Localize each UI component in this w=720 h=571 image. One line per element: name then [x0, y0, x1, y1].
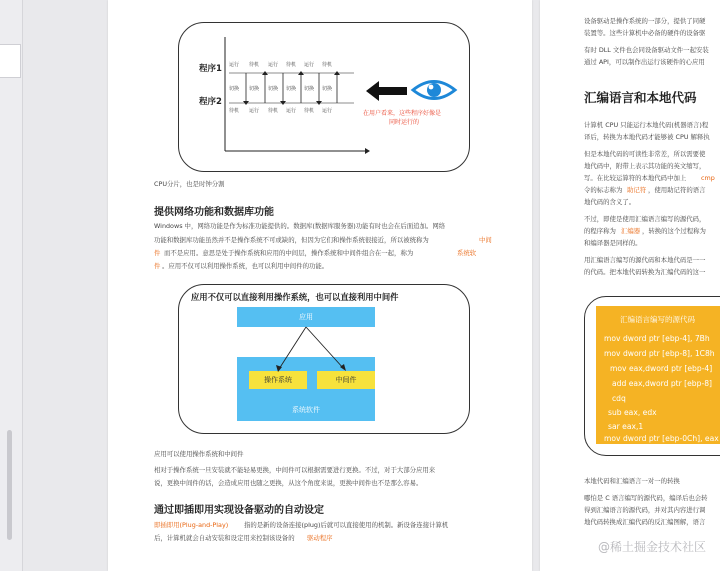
code-line: mov eax,dword ptr [ebp-4] — [610, 364, 713, 373]
right-f-line2: 得到汇编语言的源代码，并对其内容进行调 — [584, 506, 706, 514]
row2-switch-1: 切换 — [229, 86, 240, 92]
diagram1-note-line1: 在用户看来，这些程序好像是 — [363, 110, 442, 117]
sidebar-tab[interactable] — [0, 44, 21, 78]
row1-state-4: 待机 — [286, 62, 297, 68]
right-c-line1: 但是本地代码的可读性非常差，所以需要使 — [584, 150, 706, 158]
row2-switch-4: 切换 — [286, 86, 297, 92]
right-caption: 本地代码和汇编语言一对一的转换 — [584, 477, 680, 485]
code-line: cdq — [612, 394, 626, 403]
row3-state-3: 待机 — [268, 108, 279, 114]
watermark: @稀土掘金技术社区 — [597, 540, 706, 554]
row3-state-4: 运行 — [286, 108, 297, 114]
sidebar-scrollbar[interactable] — [7, 430, 12, 540]
code-box-title: 汇编语言编写的源代码 — [620, 315, 695, 324]
section1-line3: 而不是应用。意思是处于操作系统和应用的中间层，操作系统和中间件组合在一起，称为 — [164, 249, 414, 257]
section1-line4: 。应用不仅可以利用操作系统，也可以利用中间件的功能。 — [162, 262, 329, 270]
right-c-line4a: 令的标志称为 — [584, 186, 623, 194]
row1-state-6: 待机 — [322, 62, 333, 68]
cpu-timeslice-diagram — [178, 22, 470, 172]
diagram2-arrows — [179, 285, 469, 433]
right-d-line2c: ，转换的这个过程称为 — [642, 227, 706, 235]
right-top-line1: 设备驱动是操作系统的一部分，提供了同硬 — [584, 17, 706, 25]
row1-state-1: 运行 — [229, 62, 240, 68]
section1-line1: Windows 中，网络功能是作为标准功能提供的。数据库(数据库服务器)功能有时也会在后面追加。网络 — [154, 222, 446, 230]
right-d-line3: 和编译器是同样的。 — [584, 239, 642, 247]
row2-switch-2: 切换 — [249, 86, 260, 92]
program1-label: 程序1 — [199, 64, 222, 74]
driver-term: 驱动程序 — [307, 534, 333, 542]
row3-state-1: 待机 — [229, 108, 240, 114]
right-b-line2: 译后，转换为本地代码才能够被 CPU 解释执 — [584, 133, 710, 141]
cmp-term: cmp — [701, 174, 715, 182]
assembler-term: 汇编器 — [621, 227, 641, 235]
right-top-line3: 有时 DLL 文件也会同设备驱动文件一起安装 — [584, 46, 709, 54]
diagram1-note-line2: 同时运行的 — [389, 119, 420, 126]
caption-cpu: CPU分片，也是时钟分割 — [154, 180, 225, 188]
code-line: mov dword ptr [ebp-4], 7Bh — [604, 334, 710, 343]
right-d-line1: 不过，即使是使用汇编语言编写的源代码， — [584, 215, 706, 223]
system-software-term-part1: 系统软 — [457, 249, 477, 257]
right-c-line2: 地代码中，附带上表示其功能的英文缩写， — [584, 162, 706, 170]
row3-state-2: 运行 — [249, 108, 260, 114]
diagram2-title: 应用不仅可以直接利用操作系统，也可以直接利用中间件 — [191, 292, 399, 302]
section2-line1: 指的是新的设备连接(plug)后就可以直接使用的机制。新设备连接计算机 — [244, 521, 449, 529]
middleware-term-part1: 中间 — [479, 236, 492, 244]
right-c-line4c: ，使用助记符的语言 — [648, 186, 706, 194]
program2-label: 程序2 — [199, 97, 222, 107]
right-f-line1: 哪怕是 C 语言编写的源代码，编译后也会转 — [584, 494, 708, 502]
section1-line2: 功能和数据库功能虽然并不是操作系统不可或缺的，但因为它们和操作系统很接近，所以被统称为 — [154, 236, 429, 244]
para2-line2: 说，更换中间件的话，会造成应用也随之更换，从这个角度来说，更换中间件也不是那么容易。 — [154, 479, 423, 487]
row3-state-6: 运行 — [322, 108, 333, 114]
left-sidebar — [0, 0, 23, 571]
row1-state-2: 待机 — [249, 62, 260, 68]
mnemonic-term: 助记符 — [627, 186, 647, 194]
section2-line2: 后，计算机就会自动安装和设定用来控制该设备的 — [154, 534, 295, 542]
plugplay-term: 即插即用(Plug-and-Play) — [154, 521, 229, 529]
section-title-assembly: 汇编语言和本地代码 — [584, 90, 697, 105]
row2-switch-3: 切换 — [268, 86, 279, 92]
row3-state-5: 待机 — [304, 108, 315, 114]
right-top-line4: 通过 API，可以制作出运行该硬件的心应用 — [584, 58, 705, 66]
code-line: sar eax,1 — [608, 422, 644, 431]
right-e-line2: 的代码。把本地代码转换为汇编代码的这一 — [584, 268, 706, 276]
para2-line1: 相对于操作系统一旦安装就不能轻易更换，中间件可以根据需要进行更换。不过，对于大部分应用来 — [154, 466, 436, 474]
right-b-line1: 计算机 CPU 只能运行本地代码(机器语言)程 — [584, 121, 709, 129]
code-line: mov dword ptr [ebp-0Ch], eax — [604, 434, 719, 443]
system-software-diagram — [178, 284, 470, 434]
caption-app-os: 应用可以使用操作系统和中间件 — [154, 450, 244, 458]
code-line: mov dword ptr [ebp-8], 1C8h — [604, 349, 715, 358]
row2-switch-6: 切换 — [322, 86, 333, 92]
section-title-plugplay: 通过即插即用实现设备驱动的自动设定 — [154, 505, 324, 516]
document-page-right — [540, 0, 720, 571]
right-f-line3: 地代码转换成汇编代码的反汇编图解，语言 — [584, 518, 706, 526]
middleware-term-part2: 件 — [154, 249, 161, 257]
code-line: add eax,dword ptr [ebp-8] — [612, 379, 712, 388]
row2-switch-5: 切换 — [304, 86, 315, 92]
document-page-left — [108, 0, 532, 571]
system-software-label: 系统软件 — [292, 406, 320, 414]
assembly-code-box — [596, 306, 720, 444]
application-box: 应用 — [237, 307, 375, 327]
right-c-line3: 写。在比较运算符的本地代码中加上 — [584, 174, 687, 182]
right-top-line2: 装置等。这些计算机中必备的硬件的设备驱 — [584, 29, 706, 37]
right-c-line5: 地代码的含义了。 — [584, 198, 636, 206]
section-title-network: 提供网络功能和数据库功能 — [154, 207, 274, 218]
row1-state-3: 运行 — [268, 62, 279, 68]
right-d-line2a: 的程序称为 — [584, 227, 616, 235]
right-e-line1: 用汇编语言编写的源代码和本地代码是一一 — [584, 256, 706, 264]
timeslice-chart — [179, 23, 469, 171]
code-line: sub eax, edx — [608, 408, 657, 417]
os-box: 操作系统 — [249, 371, 307, 389]
system-software-term-part2: 件 — [154, 262, 161, 270]
row1-state-5: 运行 — [304, 62, 315, 68]
middleware-box: 中间件 — [317, 371, 375, 389]
